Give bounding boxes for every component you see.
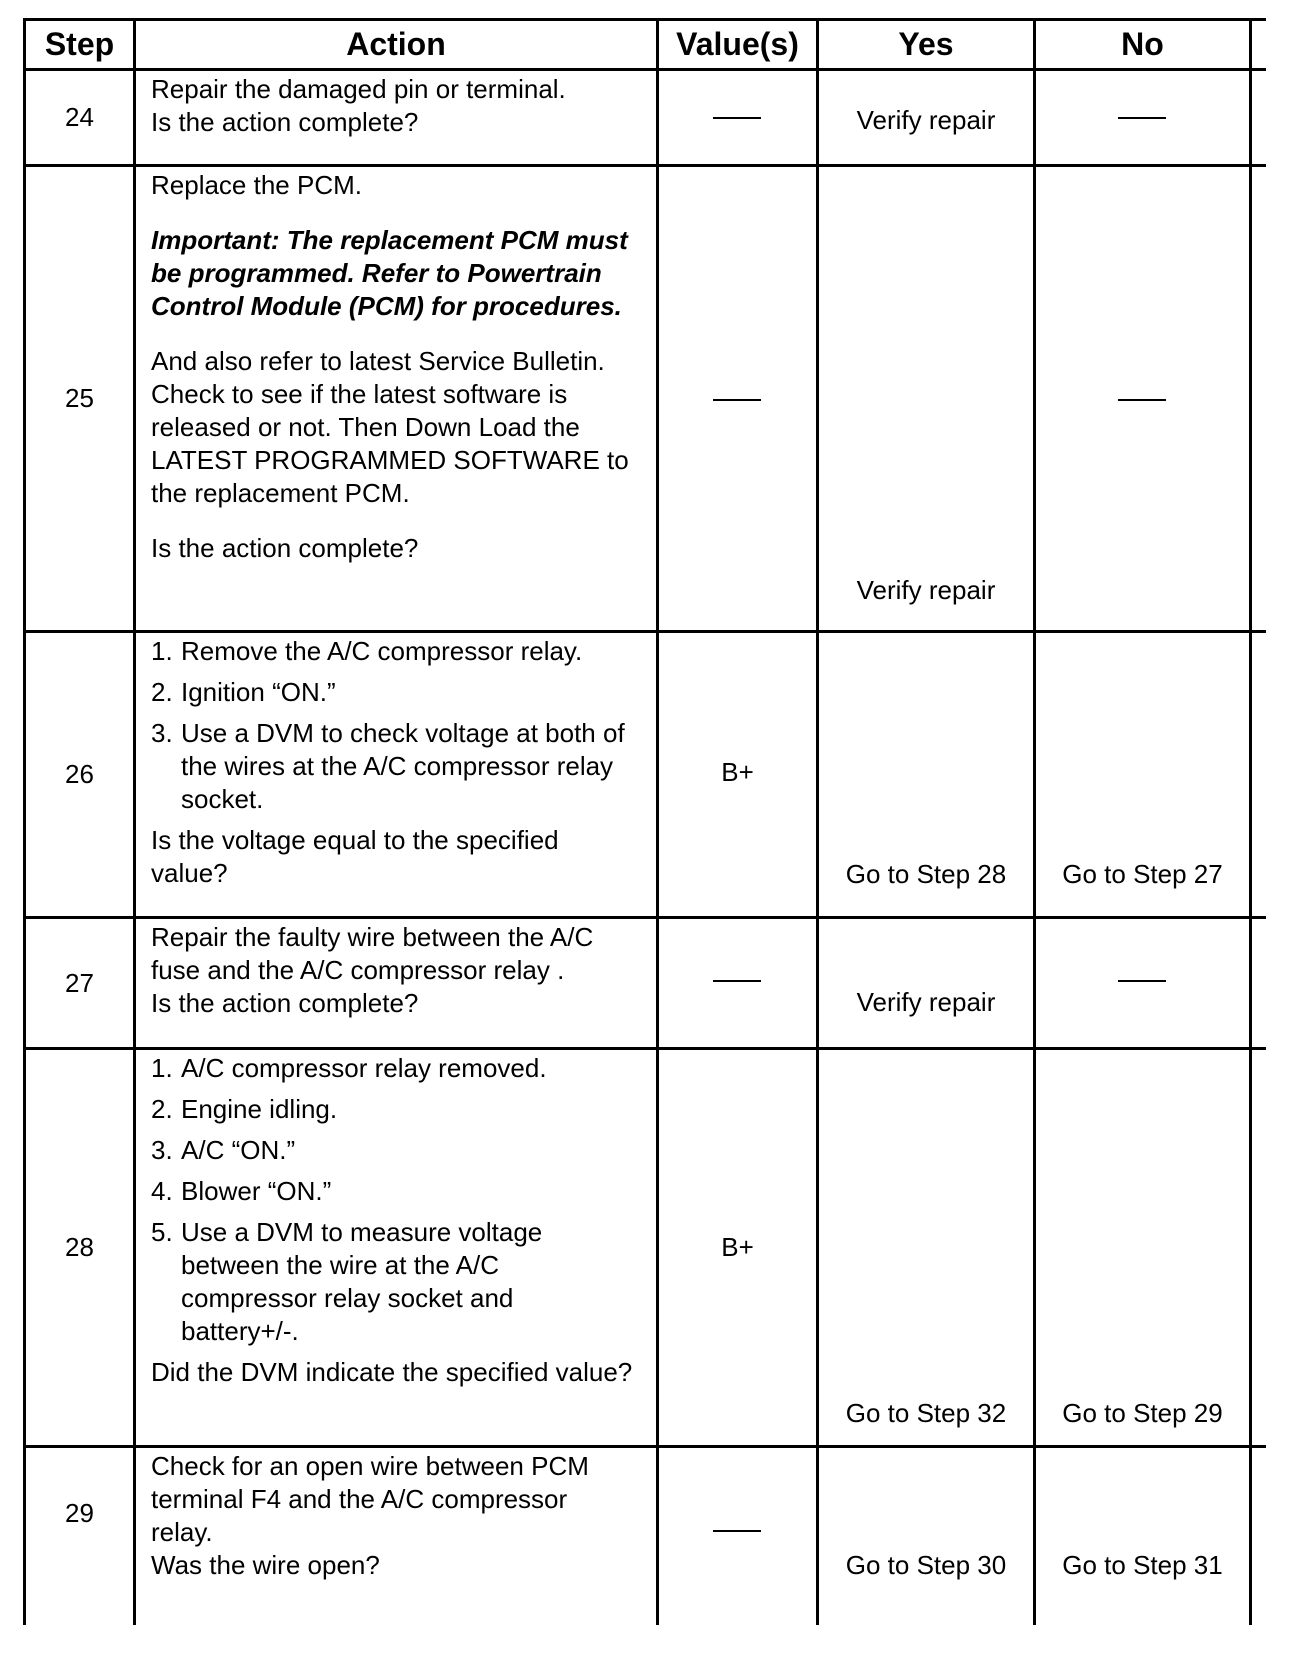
action-question: Was the wire open? bbox=[151, 1550, 380, 1580]
action-text: Check for an open wire between PCM terminal F4 and the A/C compressor relay. bbox=[151, 1451, 589, 1547]
list-item: 4. Blower “ON.” bbox=[151, 1176, 332, 1206]
no-cell bbox=[1036, 1448, 1249, 1625]
no-cell bbox=[1036, 1050, 1249, 1445]
yes-result: Go to Step 30 bbox=[845, 1550, 1007, 1580]
value-dash bbox=[713, 1530, 761, 1532]
no-result: Go to Step 31 bbox=[1062, 1550, 1223, 1580]
list-item: 5. Use a DVM to measure voltage between the wire at the A/C compressor relay socket and battery+/-. bbox=[151, 1217, 543, 1346]
yes-cell bbox=[819, 919, 1033, 1047]
action-cell bbox=[136, 1448, 636, 1625]
action-question: Did the DVM indicate the specified value? bbox=[151, 1357, 633, 1387]
yes-result: Verify repair bbox=[856, 105, 996, 135]
step-number: 27 bbox=[65, 967, 94, 998]
no-dash bbox=[1118, 980, 1166, 982]
action-cell bbox=[136, 1050, 636, 1445]
action-question: Is the action complete? bbox=[151, 988, 419, 1018]
step-number: 25 bbox=[65, 383, 94, 413]
header-no: No bbox=[1121, 26, 1164, 62]
action-question: Is the action complete? bbox=[151, 533, 419, 563]
action-paragraph: And also refer to latest Service Bulletin. Check to see if the latest software is released or not. Then Down Load the LATEST PROGRAMMED SOFTWARE to the replacement PCM. bbox=[151, 346, 629, 508]
header-yes: Yes bbox=[898, 26, 954, 62]
no-dash bbox=[1118, 117, 1166, 119]
step-number: 24 bbox=[65, 102, 94, 132]
list-item: 2. Engine idling. bbox=[151, 1094, 338, 1124]
important-note: Important: The replacement PCM must be programmed. Refer to Powertrain Control Module (PCM) for procedures. bbox=[151, 225, 628, 321]
value-dash bbox=[713, 399, 761, 401]
yes-cell bbox=[819, 1448, 1033, 1625]
action-cell bbox=[136, 71, 656, 164]
list-item: 1. Remove the A/C compressor relay. bbox=[151, 636, 583, 666]
value-text: B+ bbox=[721, 757, 754, 787]
yes-cell bbox=[819, 1050, 1033, 1445]
header-step: Step bbox=[44, 26, 115, 62]
action-text: Repair the faulty wire between the A/C fuse and the A/C compressor relay . bbox=[151, 922, 594, 985]
header-action: Action bbox=[346, 26, 446, 62]
value-cell bbox=[659, 633, 816, 916]
step-number: 26 bbox=[65, 759, 94, 789]
action-text: Replace the PCM. bbox=[151, 170, 362, 200]
step-number: 29 bbox=[65, 1497, 94, 1528]
yes-result: Verify repair bbox=[856, 987, 996, 1017]
no-result: Go to Step 27 bbox=[1062, 859, 1223, 889]
yes-result: Go to Step 32 bbox=[845, 1398, 1007, 1428]
action-cell bbox=[136, 919, 636, 1047]
action-text: Repair the damaged pin or terminal. bbox=[151, 74, 566, 104]
no-dash bbox=[1118, 399, 1166, 401]
value-dash bbox=[713, 117, 761, 119]
yes-cell bbox=[819, 167, 1033, 630]
yes-result: Verify repair bbox=[856, 575, 996, 605]
no-cell bbox=[1036, 633, 1249, 916]
value-cell bbox=[659, 1050, 816, 1445]
no-result: Go to Step 29 bbox=[1062, 1398, 1223, 1428]
list-item: 2. Ignition “ON.” bbox=[151, 677, 336, 707]
action-cell bbox=[136, 633, 636, 916]
step-number: 28 bbox=[65, 1232, 94, 1262]
action-cell bbox=[136, 167, 636, 630]
table-border-right bbox=[1249, 18, 1252, 1625]
list-item: 1. A/C compressor relay removed. bbox=[151, 1053, 547, 1083]
action-question: Is the voltage equal to the specified value? bbox=[151, 825, 559, 888]
list-item: 3. A/C “ON.” bbox=[151, 1135, 296, 1165]
yes-cell bbox=[819, 71, 1033, 164]
action-question: Is the action complete? bbox=[151, 107, 419, 137]
value-dash bbox=[713, 980, 761, 982]
yes-result: Go to Step 28 bbox=[845, 859, 1007, 889]
list-item: 3. Use a DVM to check voltage at both of the wires at the A/C compressor relay socket. bbox=[151, 718, 625, 814]
yes-cell bbox=[819, 633, 1033, 916]
header-values: Value(s) bbox=[676, 26, 799, 62]
value-text: B+ bbox=[721, 1232, 754, 1262]
